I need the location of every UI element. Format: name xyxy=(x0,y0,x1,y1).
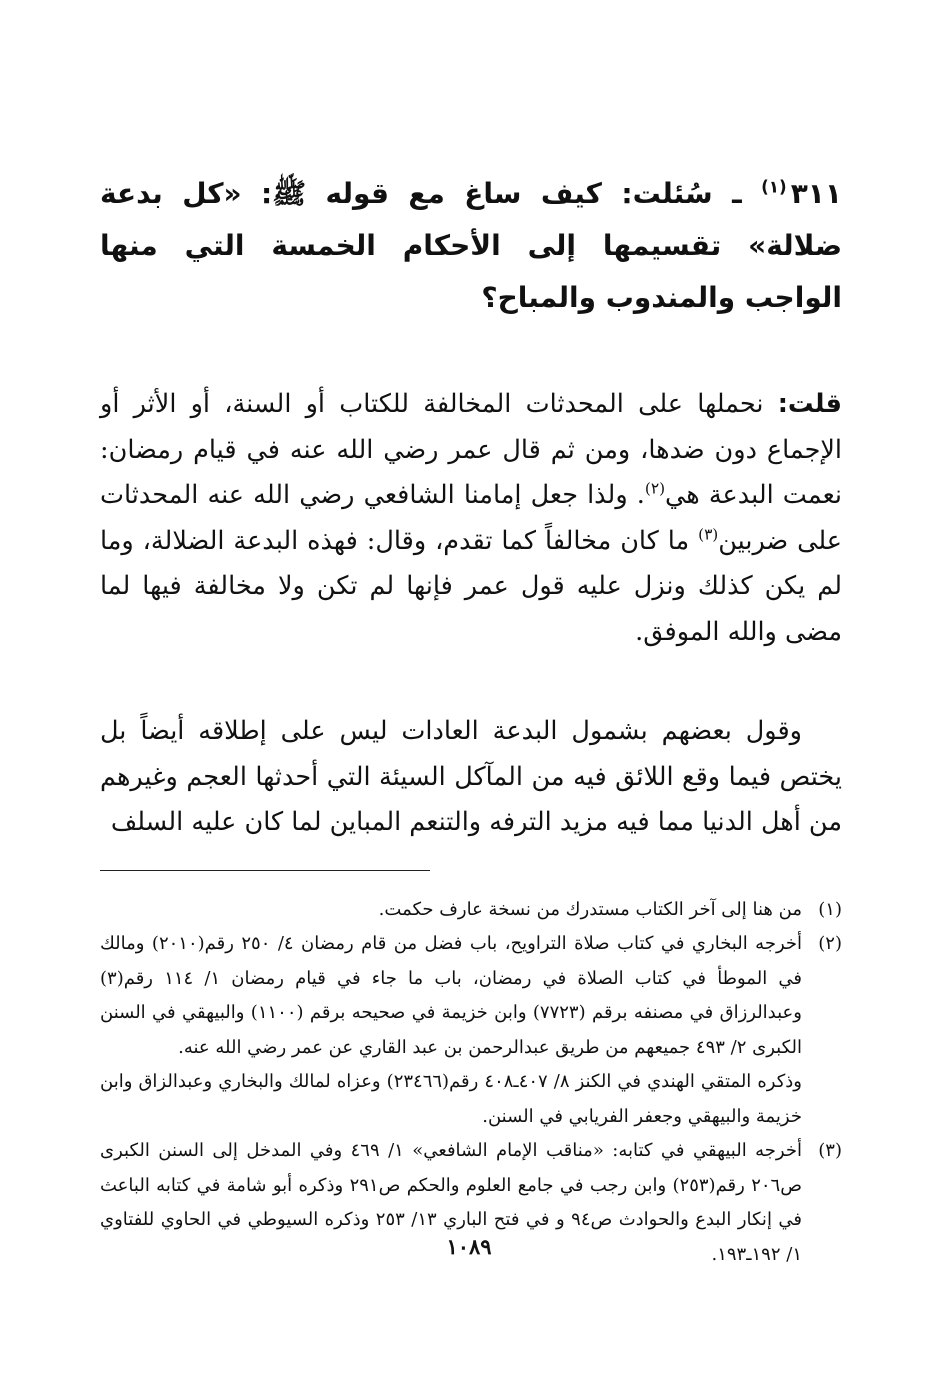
question-heading xyxy=(100,168,842,324)
footnote xyxy=(100,927,842,1134)
footnote-line: أخرجه البخاري في كتاب صلاة التراويح، باب فضل من قام رمضان ٤/ ٢٥٠ رقم(٢٠١٠) ومالك في الموطأ في كتاب الصلاة في رمضان، باب ما جاء في قيام رمضان ١/ ١١٤ رقم(٣) وعبدالرزاق في مصنفه برقم (٧٧٢٣) وابن خزيمة في صحيحه برقم (١١٠٠) والبيهقي في السنن الكبرى ٢/ ٤٩٣ جميعهم من طريق عبدالرحمن بن عبد القاري عن عمر رضي الله عنه. xyxy=(100,933,803,1058)
footnote xyxy=(100,893,842,928)
footnote-separator-wrap xyxy=(100,870,842,871)
answer-text-part1: نحملها على المحدثات المخالفة للكتاب أو السنة، أو الأثر أو الإجماع دون ضدها، ومن ثم قال عمر رضي الله عنه في قيام رمضان: نعمت البدعة هي xyxy=(100,389,842,510)
question-number: ٣١١ xyxy=(790,177,842,210)
answer-lead: قلت: xyxy=(777,389,842,419)
footnote-ref-3: (٣) xyxy=(698,525,719,543)
footnotes xyxy=(100,893,842,1273)
footnote-line: وذكره المتقي الهندي في الكنز ٨/ ٤٠٧ـ٤٠٨ رقم(٢٣٤٦٦) وعزاه لمالك والبخاري وعبدالزاق وابن خزيمة والبيهقي وجعفر الفريابي في السنن. xyxy=(100,1071,802,1127)
footnote-separator xyxy=(100,870,430,871)
footnote-text xyxy=(100,927,802,1134)
footnote-line: أخرجه البيهقي في كتابه: «مناقب الإمام الشافعي» ١/ ٤٦٩ وفي المدخل إلى السنن الكبرى ص٢٠٦ رقم(٢٥٣) وابن رجب في جامع العلوم والحكم ص٢٩١ وذكره أبو شامة في كتابه الباعث في إنكار البدع والحوادث ص٩٤ و في فتح الباري ١٣/ ٢٥٣ وذكره السيوطي في الحاوي للفتاوي ١/ ١٩٢ـ١٩٣. xyxy=(100,1140,803,1265)
page-number: ١٠٨٩ xyxy=(446,1234,492,1259)
question-text: ـ سُئلت: كيف ساغ مع قوله ﷺ: «كل بدعة ضلالة» تقسيمها إلى الأحكام الخمسة التي منها الواجب والمندوب والمباح؟ xyxy=(100,177,842,314)
footnote-ref-2: (٢) xyxy=(644,479,666,498)
footnote-text xyxy=(100,893,802,928)
answer-text-part2: . ولذا جعل إمامنا الشافعي رضي الله عنه المحدثات على ضربين xyxy=(100,480,843,556)
footnote-ref-1: (١) xyxy=(761,176,787,197)
answer-text-part3: ما كان مخالفاً كما تقدم، وقال: فهذه البدعة الضلالة، وما لم يكن كذلك ونزل عليه قول عمر فإنها لم تكن ولا مخالفة فيها لما مضى والله الموفق. xyxy=(100,525,842,647)
footnote-mark: (١) xyxy=(818,898,842,920)
footnote-line: من هنا إلى آخر الكتاب مستدرك من نسخة عارف حكمت. xyxy=(378,898,802,920)
footnote-mark: (٣) xyxy=(818,1140,842,1161)
second-paragraph xyxy=(100,709,842,846)
footnote-mark: (٢) xyxy=(818,933,842,954)
second-paragraph-text: وقول بعضهم بشمول البدعة العادات ليس على إطلاقه أيضاً بل يختص فيما وقع اللائق فيه من المآكل السيئة التي أحدثها العجم وغيرهم من أهل الدنيا مما فيه مزيد الترفه والتنعم المباين لما كان عليه السلف xyxy=(100,716,842,837)
answer-paragraph xyxy=(100,382,842,655)
